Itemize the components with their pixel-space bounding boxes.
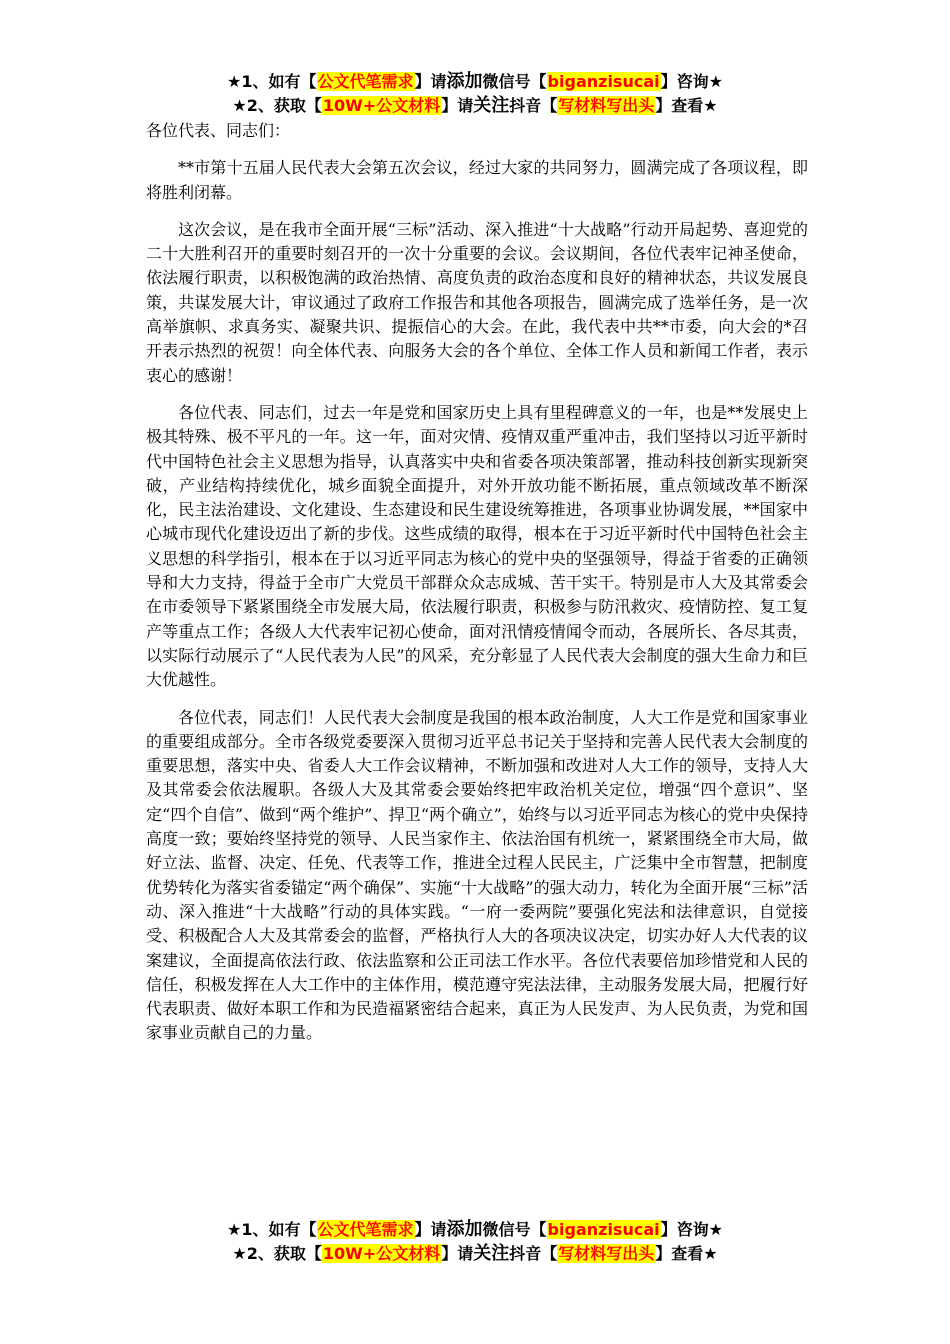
banner-text: 】查看★ [655, 1244, 718, 1263]
banner-text: 】查看★ [655, 96, 718, 115]
paragraph-1: **市第十五届人民代表大会第五次会议，经过大家的共同努力，圆满完成了各项议程，即将胜利闭幕。 [146, 158, 808, 202]
banner-text: 】请 [441, 1244, 474, 1263]
banner-highlight: 公文代笔需求 [317, 1220, 414, 1239]
banner-highlight: 公文代笔需求 [317, 72, 414, 91]
banner-text: 关注 [473, 95, 510, 116]
banner-text: 关注 [473, 1243, 510, 1264]
wechat-id-highlight: biganzisucai [547, 1220, 660, 1239]
wechat-id-highlight: biganzisucai [547, 72, 660, 91]
douyin-id-highlight: 写材料写出头 [558, 96, 655, 115]
banner-text: 】咨询★ [660, 1220, 723, 1239]
top-banner-line-1 [0, 70, 950, 94]
banner-highlight: 10W+公文材料 [322, 96, 441, 115]
banner-text: 】请 [414, 72, 447, 91]
banner-text: 微信号【 [482, 1220, 547, 1239]
banner-text: ★1、如有【 [227, 1220, 317, 1239]
banner-text: 】请 [414, 1220, 447, 1239]
banner-text: 微信号【 [482, 72, 547, 91]
banner-text: ★2、获取【 [232, 96, 322, 115]
document-body [146, 119, 808, 1046]
banner-text: 添加 [446, 1219, 483, 1240]
bottom-banner-line-2 [0, 1242, 950, 1266]
paragraph-4: 各位代表，同志们！人民代表大会制度是我国的根本政治制度，人大工作是党和国家事业的重要组成部分。全市各级党委要深入贯彻习近平总书记关于坚持和完善人民代表大会制度的重要思想，落实中央、省委人大工作会议精神，不断加强和改进对人大工作的领导，支持人大及其常委会依法履职。各级人大及其常委会要始终把牢政治机关定位，增强“四个意识”、坚定“四个自信”、做到“两个维护”、捍卫“两个确立”，始终与以习近平同志为核心的党中央保持高度一致；要始终坚持党的领导、人民当家作主、依法治国有机统一，紧紧围绕全市大局，做好立法、监督、决定、任免、代表等工作，推进全过程人民民主，广泛集中全市智慧，把制度优势转化为落实省委锚定“两个确保”、实施“十大战略”的强大动力，转化为全面开展“三标”活动、深入推进“十大战略”行动的具体实践。“一府一委两院”要强化宪法和法律意识，自觉接受、积极配合人大及其常委会的监督，严格执行人大的各项决议决定，切实办好人大代表的议案建议，全面提高依法行政、依法监察和公正司法工作水平。各位代表要倍加珍惜党和人民的信任，积极发挥在人大工作中的主体作用，模范遵守宪法法律，主动服务发展大局，把履行好代表职责、做好本职工作和为民造福紧密结合起来，真正为人民发声、为人民负责，为党和国家事业贡献自己的力量。 [146, 707, 808, 1043]
banner-text: 】请 [441, 96, 474, 115]
banner-text: 添加 [446, 71, 483, 92]
banner-text: 】咨询★ [660, 72, 723, 91]
bottom-banner-line-1 [0, 1218, 950, 1242]
banner-text: 抖音【 [509, 1244, 558, 1263]
paragraph-2: 这次会议，是在我市全面开展“三标”活动、深入推进“十大战略”行动开局起势、喜迎党的二十大胜利召开的重要时刻召开的一次十分重要的会议。会议期间，各位代表牢记神圣使命，依法履行职责，以积极饱满的政治热情、高度负责的政治态度和良好的精神状态，共议发展良策，共谋发展大计，审议通过了政府工作报告和其他各项报告，圆满完成了选举任务，是一次高举旗帜、求真务实、凝聚共识、提振信心的大会。在此，我代表中共**市委，向大会的*召开表示热烈的祝贺！向全体代表、向服务大会的各个单位、全体工作人员和新闻工作者，表示衷心的感谢！ [146, 219, 808, 385]
greeting: 各位代表、同志们： [146, 121, 291, 140]
douyin-id-highlight: 写材料写出头 [558, 1244, 655, 1263]
banner-highlight: 10W+公文材料 [322, 1244, 441, 1263]
top-banner-line-2 [0, 94, 950, 118]
banner-text: ★1、如有【 [227, 72, 317, 91]
banner-text: ★2、获取【 [232, 1244, 322, 1263]
paragraph-3: 各位代表、同志们，过去一年是党和国家历史上具有里程碑意义的一年，也是**发展史上极其特殊、极不平凡的一年。这一年，面对灾情、疫情双重严重冲击，我们坚持以习近平新时代中国特色社会主义思想为指导，认真落实中央和省委各项决策部署，推动科技创新实现新突破，产业结构持续优化，城乡面貌全面提升，对外开放功能不断拓展，重点领域改革不断深化，民主法治建设、文化建设、生态建设和民生建设统筹推进，各项事业协调发展，**国家中心城市现代化建设迈出了新的步伐。这些成绩的取得，根本在于习近平新时代中国特色社会主义思想的科学指引，根本在于以习近平同志为核心的党中央的坚强领导，得益于省委的正确领导和大力支持，得益于全市广大党员干部群众众志成城、苦干实干。特别是市人大及其常委会在市委领导下紧紧围绕全市发展大局，依法履行职责，积极参与防汛救灾、疫情防控、复工复产等重点工作；各级人大代表牢记初心使命，面对汛情疫情闻令而动，各展所长、各尽其责，以实际行动展示了“人民代表为人民”的风采，充分彰显了人民代表大会制度的强大生命力和巨大优越性。 [146, 402, 808, 690]
banner-text: 抖音【 [509, 96, 558, 115]
